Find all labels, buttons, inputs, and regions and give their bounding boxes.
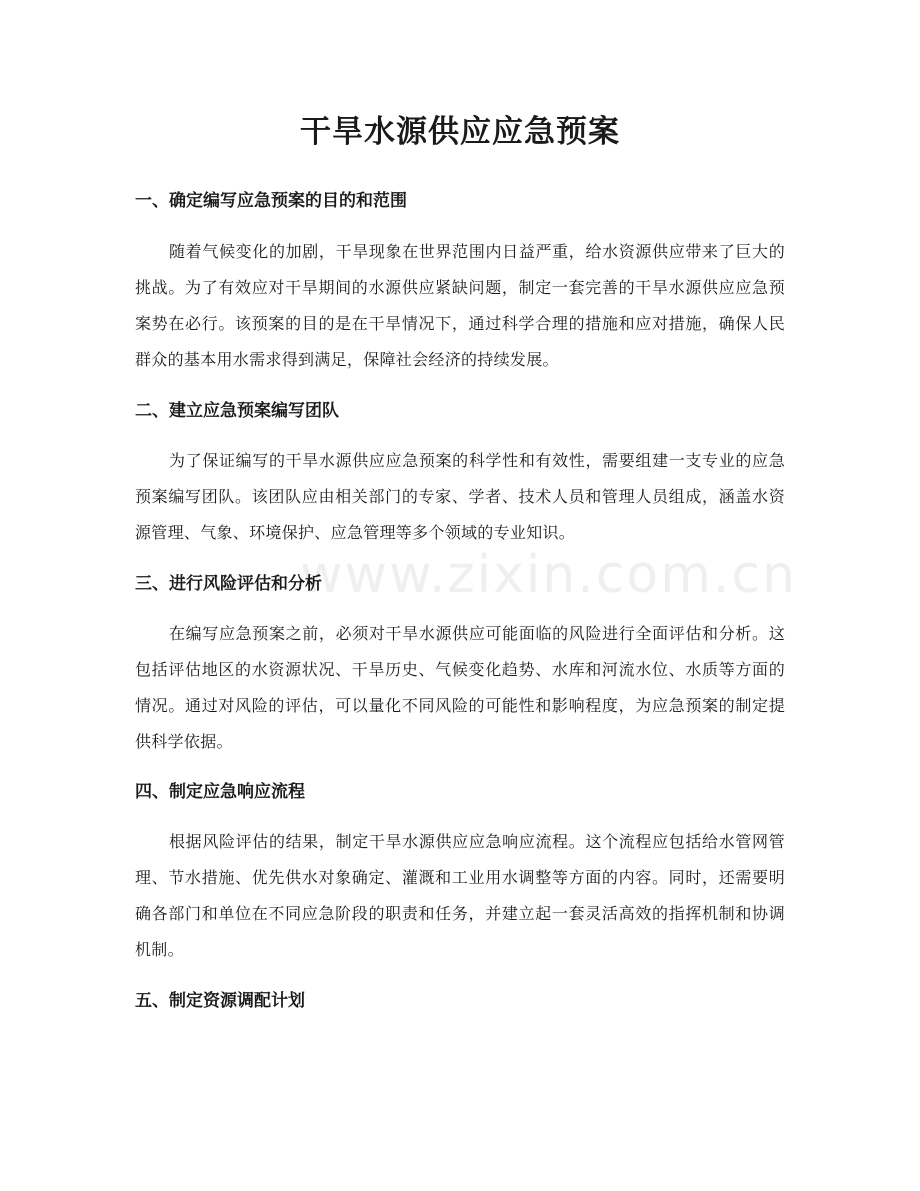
section-body-1: 随着气候变化的加剧，干旱现象在世界范围内日益严重，给水资源供应带来了巨大的挑战。为了有效应对干旱期间的水源供应紧缺问题，制定一套完善的干旱水源供应应急预案势在必行。该预案的目的是在干旱情况下，通过科学合理的措施和应对措施，确保人民群众的基本用水需求得到满足，保障社会经济的持续发展。 xyxy=(135,242,785,369)
section-heading-3: 三、进行风险评估和分析 xyxy=(135,574,322,594)
section-heading-1: 一、确定编写应急预案的目的和范围 xyxy=(135,191,407,211)
section-heading-5: 五、制定资源调配计划 xyxy=(135,991,305,1011)
section-body-4: 根据风险评估的结果，制定干旱水源供应应急响应流程。这个流程应包括给水管网管理、节水措施、优先供水对象确定、灌溉和工业用水调整等方面的内容。同时，还需要明确各部门和单位在不同应急阶段的职责和任务，并建立起一套灵活高效的指挥机制和协调机制。 xyxy=(135,832,785,959)
section-body-2: 为了保证编写的干旱水源供应应急预案的科学性和有效性，需要组建一支专业的应急预案编写团队。该团队应由相关部门的专家、学者、技术人员和管理人员组成，涵盖水资源管理、气象、环境保护、应急管理等多个领域的专业知识。 xyxy=(135,451,785,542)
section-body-3: 在编写应急预案之前，必须对干旱水源供应可能面临的风险进行全面评估和分析。这包括评估地区的水资源状况、干旱历史、气候变化趋势、水库和河流水位、水质等方面的情况。通过对风险的评估，可以量化不同风险的可能性和影响程度，为应急预案的制定提供科学依据。 xyxy=(135,624,785,751)
section-heading-4: 四、制定应急响应流程 xyxy=(135,782,305,802)
page-title: 干旱水源供应应急预案 xyxy=(300,114,620,150)
section-heading-2: 二、建立应急预案编写团队 xyxy=(135,401,339,421)
watermark: www.zixin.com.cn xyxy=(300,545,797,605)
